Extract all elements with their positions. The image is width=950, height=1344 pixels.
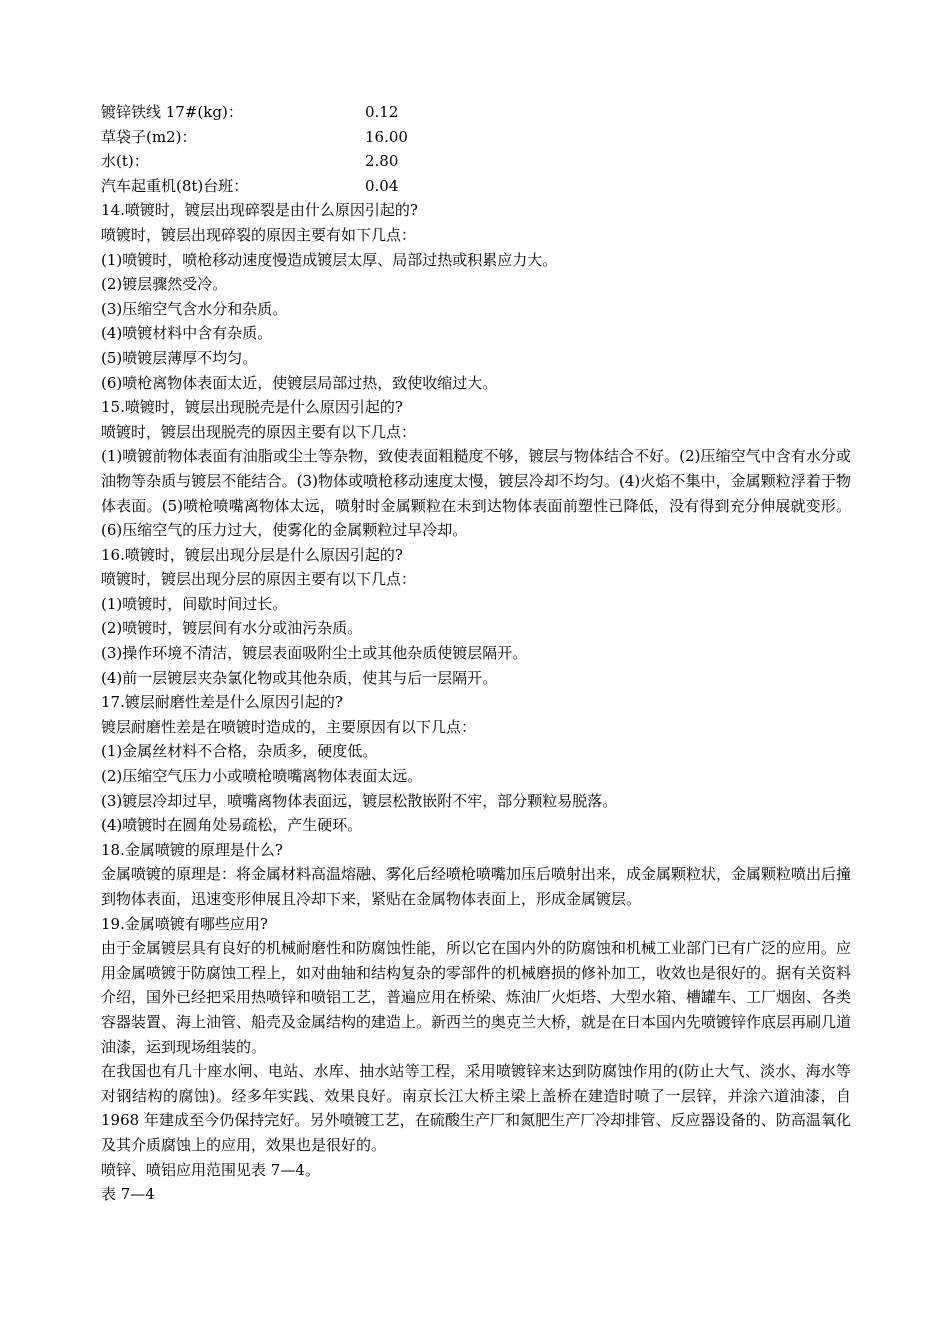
list-item: (4)喷镀时在圆角处易疏松，产生硬环。 [101,816,363,835]
table-reference: 喷锌、喷铝应用范围见表 7—4。 [101,1160,320,1179]
list-item: (5)喷镀层薄厚不均匀。 [101,348,258,367]
list-item: (1)喷镀时，喷枪移动速度慢造成镀层太厚、局部过热或积累应力大。 [101,250,558,269]
list-item: (2)喷镀时，镀层间有水分或油污杂质。 [101,619,363,638]
answer-intro: 镀层耐磨性差是在喷镀时造成的，主要原因有以下几点： [101,717,477,736]
question-heading: 16.喷镀时，镀层出现分层是什么原因引起的? [101,545,403,564]
question-heading: 19.金属喷镀有哪些应用? [101,914,268,933]
answer-paragraph: 金属喷镀的原理是：将金属材料高温熔融、雾化后经喷枪喷嘴加压后喷射出来，成金属颗粒状，金属颗粒喷出后撞到物体表面，迅速变形伸展且冷却下来，紧贴在金属物体表面上，形成金属镀层。 [101,865,852,908]
material-value: 2.80 [365,152,399,171]
material-value: 0.12 [365,103,399,121]
list-item: (3)压缩空气含水分和杂质。 [101,299,288,318]
answer-paragraph: 在我国也有几十座水闸、电站、水库、抽水站等工程，采用喷镀锌来达到防腐蚀作用的(防止大气、淡水、海水等对钢结构的腐蚀)。经多年实践、效果良好。南京长江大桥主梁上盖桥在建造时喷了一层锌，并涂六道油漆，自 1968 年建成至今仍保持完好。另外喷镀工艺，在硫酸生产厂和氮肥生产厂冷却排管、反应器设备的、防高温氧化及其介质腐蚀上的应用，效果也是很好的。 [101,1062,851,1154]
question-heading: 14.喷镀时，镀层出现碎裂是由什么原因引起的? [101,201,418,220]
list-item: (4)喷镀材料中含有杂质。 [101,324,273,343]
table-caption: 表 7—4 [101,1185,155,1204]
material-label: 草袋子(m2)： [101,127,197,146]
material-row [101,174,851,199]
list-item: (6)喷枪离物体表面太近，使镀层局部过热，致使收缩过大。 [101,373,498,392]
list-item: (1)喷镀时，间歇时间过长。 [101,594,288,613]
material-value: 0.04 [365,176,399,195]
answer-intro: 喷镀时，镀层出现脱壳的原因主要有以下几点： [101,422,417,441]
list-item: (3)操作环境不清洁，镀层表面吸附尘土或其他杂质使镀层隔开。 [101,644,528,663]
list-item: (2)镀层骤然受冷。 [101,275,228,294]
list-item: (1)金属丝材料不合格，杂质多，硬度低。 [101,742,378,761]
material-label: 汽车起重机(8t)台班： [101,176,249,195]
list-item: (4)前一层镀层夹杂氯化物或其他杂质，使其与后一层隔开。 [101,668,498,687]
answer-paragraph: 由于金属镀层具有良好的机械耐磨性和防腐蚀性能，所以它在国内外的防腐蚀和机械工业部门已有广泛的应用。应用金属喷镀于防腐蚀工程上，如对曲轴和结构复杂的零部件的机械磨损的修补加工，收效也是很好的。据有关资料介绍，国外已经把采用热喷锌和喷铝工艺，普遍应用在桥梁、炼油厂火炬塔、大型水箱、槽罐车、工厂烟囱、各类容器装置、海上油管、船壳及金属结构的建造上。新西兰的奥克兰大桥，就是在日本国内先喷镀锌作底层再刷几道油漆，运到现场组装的。 [101,939,852,1056]
material-row [101,100,851,125]
list-item: (3)镀层冷却过早，喷嘴离物体表面远，镀层松散嵌附不牢，部分颗粒易脱落。 [101,791,618,810]
list-item: (2)压缩空气压力小或喷枪喷嘴离物体表面太远。 [101,767,423,786]
material-label: 镀锌铁线 17#(kg)： [101,103,243,121]
answer-paragraph: (1)喷镀前物体表面有油脂或尘土等杂物，致使表面粗糙度不够，镀层与物体结合不好。(2)压缩空气中含有水分或油物等杂质与镀层不能结合。(3)物体或喷枪移动速度太慢，镀层冷却不均匀。(4)火焰不集中，金属颗粒浮着于物体表面。(5)喷枪喷嘴离物体太远，喷射时金属颗粒在未到达物体表面前塑性已降低，没有得到充分伸展就变形。(6)压缩空气的压力过大，使雾化的金属颗粒过早冷却。 [101,447,851,540]
question-heading: 17.镀层耐磨性差是什么原因引起的? [101,693,343,712]
material-label: 水(t)： [101,152,149,171]
question-heading: 18.金属喷镀的原理是什么? [101,840,283,859]
material-row [101,149,851,174]
answer-intro: 喷镀时，镀层出现分层的原因主要有以下几点： [101,570,417,589]
document-body [101,100,851,1207]
question-heading: 15.喷镀时，镀层出现脱壳是什么原因引起的? [101,398,403,417]
answer-intro: 喷镀时，镀层出现碎裂的原因主要有如下几点： [101,225,417,244]
material-row [101,125,851,150]
material-value: 16.00 [365,127,408,146]
